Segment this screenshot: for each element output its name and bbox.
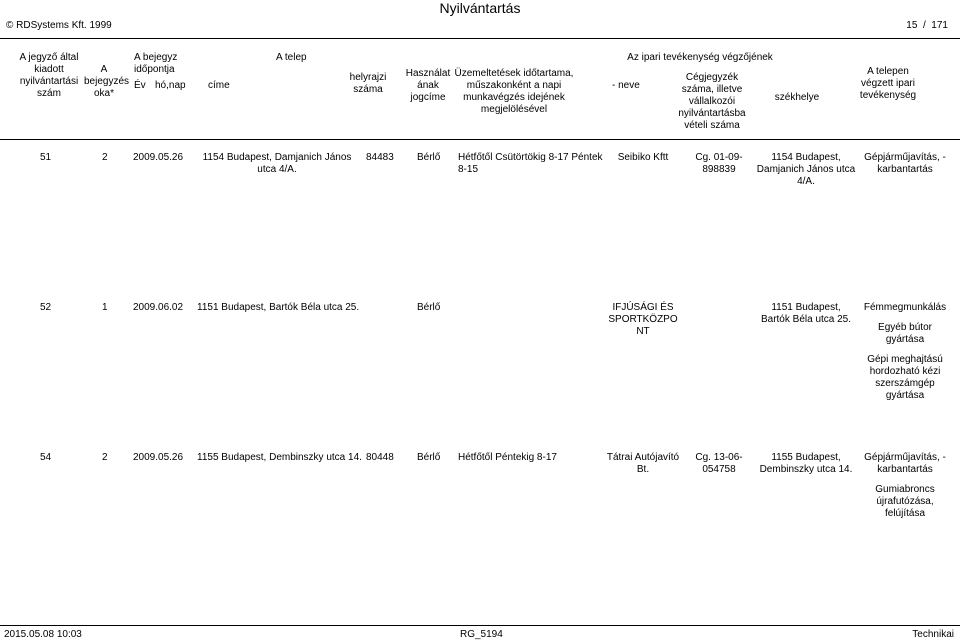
cell-use-title: Bérlő: [417, 302, 441, 313]
cell-operating-hours: [458, 452, 608, 464]
activity-item: [852, 322, 958, 346]
header-parcel-number-line: száma: [353, 84, 383, 95]
cell-operator-seat-line: 1155 Budapest,: [771, 452, 841, 463]
header-operating-hours-line: munkavégzés idejének: [463, 92, 565, 103]
cell-use-title: Bérlő: [417, 452, 441, 463]
activity-line: gyártása: [885, 334, 925, 345]
header-top-rule: [0, 38, 960, 39]
activity-item: [852, 302, 958, 314]
page-number: 15 / 171: [906, 20, 948, 31]
header-site-group: A telep: [276, 52, 307, 63]
cell-operator-seat-line: 1154 Budapest,: [771, 152, 841, 163]
activity-line: Gépjárműjavítás, -: [864, 452, 946, 463]
cell-entry-date: 2009.05.26: [133, 452, 184, 463]
header-registration-number-line: vállalkozói: [688, 96, 736, 107]
cell-operator-seat-line: Bartók Béla utca 25.: [760, 314, 852, 325]
cell-operating-hours: [458, 152, 608, 176]
header-year: Év: [134, 80, 146, 91]
cell-entry-reason: 2: [102, 452, 108, 463]
cell-operator-name: [606, 302, 680, 338]
cell-operator-seat: [756, 152, 856, 188]
cell-operator-name-line: IFJÚSÁGI ÉS: [612, 302, 674, 313]
cell-use-title: Bérlő: [417, 152, 441, 163]
header-registry-number-line: nyilvántartási: [19, 76, 79, 87]
cell-site-address: [197, 302, 360, 314]
cell-operator-name: [606, 152, 680, 164]
cell-registration-number: [684, 152, 754, 176]
cell-operator-seat-line: Dembinszky utca 14.: [759, 464, 853, 475]
footer-rule: [0, 625, 960, 626]
header-month-day: hó,nap: [155, 80, 186, 91]
cell-operator-name-line: Seibiko Kftt: [617, 152, 669, 163]
header-entry-reason: [84, 64, 130, 100]
cell-registration-number-line: 898839: [702, 164, 736, 175]
cell-operator-seat-line: 1151 Budapest,: [771, 302, 841, 313]
header-use-title-line: jogcíme: [410, 92, 446, 103]
header-activity-line: A telepen: [867, 66, 909, 77]
header-operating-hours: [450, 68, 578, 116]
activity-item: [852, 354, 958, 402]
cell-operating-hours-line: Hétfőtől Csütörtökig 8-17 Péntek: [458, 152, 603, 163]
activity-line: karbantartás: [877, 164, 933, 175]
header-registration-number-line: száma, illetve: [681, 84, 743, 95]
cell-entry-date: 2009.06.02: [133, 302, 184, 313]
report-title: Nyilvántartás: [439, 0, 521, 16]
activity-line: Gumiabroncs: [875, 484, 935, 495]
header-registry-number-line: kiadott: [34, 64, 64, 75]
activity-line: karbantartás: [877, 464, 933, 475]
header-operating-hours-line: Üzemeltetések időtartama,: [454, 68, 574, 79]
cell-activities: [852, 452, 958, 520]
activity-item: [852, 152, 958, 176]
cell-registration-number-line: Cg. 13-06-: [695, 452, 743, 463]
header-activity: [850, 66, 926, 102]
header-operating-hours-line: műszakonként a napi: [466, 80, 562, 91]
activity-line: újrafutózása,: [876, 496, 934, 507]
cell-parcel-number: 80448: [366, 452, 394, 463]
header-entry-reason-line: bejegyzés: [84, 76, 130, 87]
header-operator-name: - neve: [612, 80, 640, 91]
cell-site-address-line: 1151 Budapest, Bartók Béla utca 25.: [197, 302, 360, 313]
cell-site-address-line: 1154 Budapest, Damjanich János: [202, 152, 352, 163]
header-entry-reason-line: A: [100, 64, 108, 75]
activity-line: felújítása: [884, 508, 926, 519]
cell-site-address-line: utca 4/A.: [257, 164, 297, 175]
cell-registration-number: [684, 452, 754, 476]
cell-operator-name-line: NT: [636, 326, 650, 337]
activity-line: Gépjárműjavítás, -: [864, 152, 946, 163]
header-registration-number-line: nyilvántartásba: [678, 108, 746, 119]
cell-operator-seat-line: 4/A.: [797, 176, 815, 187]
activity-line: hordozható kézi: [869, 366, 941, 377]
footer-report-code: RG_5194: [460, 629, 503, 640]
header-registration-number: [672, 72, 752, 132]
header-use-title-line: Használat: [405, 68, 451, 79]
header-parcel-number-line: helyrajzi: [349, 72, 387, 83]
cell-parcel-number: 84483: [366, 152, 394, 163]
cell-operator-name-line: Tátrai Autójavító: [606, 452, 680, 463]
cell-site-address: [197, 152, 357, 176]
footer-label: Technikai: [912, 629, 954, 640]
activity-line: Egyéb bútor: [878, 322, 932, 333]
cell-operating-hours-line: Hétfőtől Péntekig 8-17: [458, 452, 557, 463]
header-seat: székhelye: [774, 92, 820, 103]
cell-entry-reason: 2: [102, 152, 108, 163]
activity-line: Fémmegmunkálás: [863, 302, 947, 313]
company-copyright: © RDSystems Kft. 1999: [6, 20, 112, 31]
header-registry-number-line: A jegyző által: [19, 52, 79, 63]
cell-site-address-line: 1155 Budapest, Dembinszky utca 14.: [197, 452, 362, 463]
header-registry-number-line: szám: [37, 88, 61, 99]
activity-line: gyártása: [885, 390, 925, 401]
activity-line: Gépi meghajtású: [867, 354, 943, 365]
cell-operator-seat-line: Damjanich János utca: [756, 164, 856, 175]
header-registration-number-line: Cégjegyzék: [685, 72, 739, 83]
activity-item: [852, 452, 958, 476]
cell-operator-name-line: SPORTKÖZPO: [608, 314, 678, 325]
footer-datetime: 2015.05.08 10:03: [4, 629, 82, 640]
header-activity-line: tevékenység: [859, 90, 917, 101]
header-registration-number-line: vételi száma: [684, 120, 740, 131]
cell-operator-seat: [756, 302, 856, 326]
header-parcel-number: [343, 72, 393, 96]
header-entry-reason-line: oka*: [93, 88, 114, 99]
cell-operator-name-line: Bt.: [636, 464, 650, 475]
cell-registry-number: 51: [40, 152, 52, 163]
activity-line: szerszámgép: [875, 378, 935, 389]
header-entry-date: A bejegyz időpontja: [134, 52, 178, 75]
header-use-title: [403, 68, 453, 104]
cell-site-address: [197, 452, 362, 464]
header-bottom-rule: [0, 139, 960, 140]
cell-activities: [852, 302, 958, 402]
cell-entry-date: 2009.05.26: [133, 152, 184, 163]
cell-registration-number-line: 054758: [702, 464, 736, 475]
header-activity-line: végzett ipari: [861, 78, 915, 89]
cell-registry-number: 52: [40, 302, 52, 313]
header-operating-hours-line: megjelölésével: [480, 104, 548, 115]
cell-operator-seat: [756, 452, 856, 476]
cell-registry-number: 54: [40, 452, 52, 463]
header-registry-number: [10, 52, 88, 100]
header-address: címe: [208, 80, 230, 91]
cell-operating-hours-line: 8-15: [458, 164, 479, 175]
header-use-title-line: ának: [417, 80, 439, 91]
header-operator-group: Az ipari tevékenység végzőjének: [627, 52, 773, 63]
cell-operator-name: [606, 452, 680, 476]
activity-item: [852, 484, 958, 520]
cell-registration-number-line: Cg. 01-09-: [695, 152, 743, 163]
cell-entry-reason: 1: [102, 302, 108, 313]
cell-activities: [852, 152, 958, 176]
